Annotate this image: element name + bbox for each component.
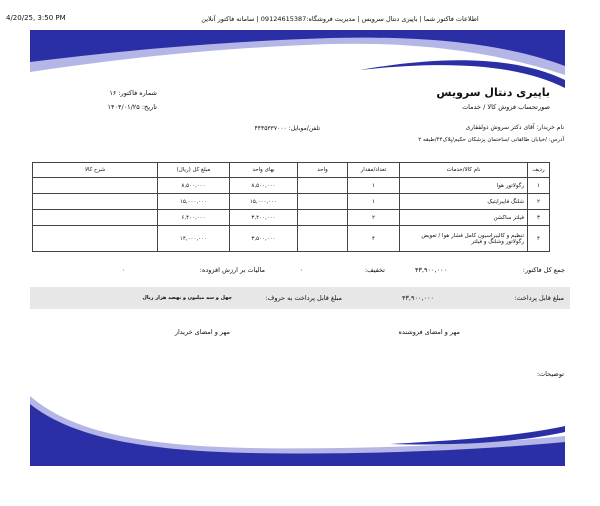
col-header-unit: واحد: [298, 163, 348, 178]
cell-row: ۳: [528, 210, 550, 226]
invoice-date: تاریخ: ۱۴۰۴/۰۱/۲۵: [107, 103, 157, 111]
cell-qty: ۱: [348, 194, 400, 210]
cell-desc: [33, 194, 158, 210]
cell-name: رگولاتور هوا: [400, 178, 528, 194]
footer-wave-decoration: [30, 396, 565, 466]
cell-qty: ۴: [348, 226, 400, 252]
table-row: [33, 178, 550, 194]
payable-value: ۴۳,۹۰۰,۰۰۰: [401, 294, 434, 302]
notes-label: توضیحات:: [536, 370, 564, 378]
total-label: جمع کل فاکتور:: [522, 266, 565, 274]
cell-row: ۲: [528, 194, 550, 210]
cell-qty: ۲: [348, 210, 400, 226]
header-wave-decoration: [30, 30, 565, 88]
buyer-signature-label: مهر و امضای خریدار: [174, 328, 230, 336]
cell-total: ۶,۴۰۰,۰۰۰: [158, 210, 230, 226]
browser-print-header: [0, 0, 600, 30]
payable-band: [30, 287, 570, 309]
cell-desc: [33, 210, 158, 226]
buyer-address: آدرس: /خیابان طالقانی /ساختمان پزشکان حکیم/پلاک۴۴/طبقه ۲: [418, 137, 564, 143]
document-type: صورتحساب فروش کالا / خدمات: [462, 103, 550, 111]
col-header-row: ردیف: [528, 163, 550, 178]
buyer-phone: تلفن/موبایل: ۴۴۴۵۳۳۷۰۰۰: [254, 125, 320, 132]
payable-words-value: چهل و سه میلیون و نهصد هزار ریال: [142, 295, 232, 301]
table-row: [33, 210, 550, 226]
cell-total: ۸,۵۰۰,۰۰۰: [158, 178, 230, 194]
cell-qty: ۱: [348, 178, 400, 194]
cell-price: ۱۵,۰۰۰,۰۰۰: [230, 194, 298, 210]
items-table: [32, 162, 550, 252]
company-name: باپیری دنتال سرویس: [436, 86, 550, 99]
col-header-name: نام کالا/خدمات: [400, 163, 528, 178]
cell-name: تنظیم و کالیبراسیون کامل فشار هوا / تعویض رگولاتور وشلنگ و فیلتر: [400, 226, 528, 252]
cell-desc: [33, 226, 158, 252]
cell-desc: [33, 178, 158, 194]
cell-name: فیلتر ساکشن: [400, 210, 528, 226]
print-datetime: 4/20/25, 3:50 PM: [6, 14, 66, 22]
table-row: [33, 226, 550, 252]
cell-name: شلنگ فایبرایتیک: [400, 194, 528, 210]
print-page-title: اطلاعات فاکتور شما | باپیری دنتال سرویس | مدیریت فروشگاه:09124615387 | سامانه فاکتور آنلاین: [201, 15, 479, 23]
seller-signature-label: مهر و امضای فروشنده: [398, 328, 460, 336]
cell-price: ۳,۵۰۰,۰۰۰: [230, 226, 298, 252]
cell-price: ۸,۵۰۰,۰۰۰: [230, 178, 298, 194]
buyer-name: نام خریدار: آقای دکتر سروش ذولفقاری: [465, 124, 564, 131]
totals-row: [32, 266, 565, 278]
cell-unit: [298, 226, 348, 252]
cell-unit: [298, 210, 348, 226]
payable-label: مبلغ قابل پرداخت:: [514, 294, 564, 302]
cell-row: ۱: [528, 178, 550, 194]
discount-label: تخفیف:: [364, 266, 385, 274]
cell-unit: [298, 194, 348, 210]
table-row: [33, 194, 550, 210]
total-value: ۴۳,۹۰۰,۰۰۰: [414, 266, 447, 274]
cell-total: ۱۵,۰۰۰,۰۰۰: [158, 194, 230, 210]
cell-total: ۱۴,۰۰۰,۰۰۰: [158, 226, 230, 252]
cell-row: ۴: [528, 226, 550, 252]
col-header-price: بهای واحد: [230, 163, 298, 178]
discount-value: ۰: [299, 266, 303, 274]
vat-label: مالیات بر ارزش افزوده:: [199, 266, 265, 274]
col-header-total: مبلغ کل (ریال): [158, 163, 230, 178]
col-header-desc: شرح کالا: [33, 163, 158, 178]
col-header-qty: تعداد/مقدار: [348, 163, 400, 178]
cell-unit: [298, 178, 348, 194]
table-header-row: [33, 163, 550, 178]
cell-price: ۳,۲۰۰,۰۰۰: [230, 210, 298, 226]
payable-words-label: مبلغ قابل پرداخت به حروف:: [265, 294, 342, 302]
invoice-number: شماره فاکتور: ۱۶: [109, 89, 157, 97]
vat-value: ۰: [121, 266, 125, 274]
